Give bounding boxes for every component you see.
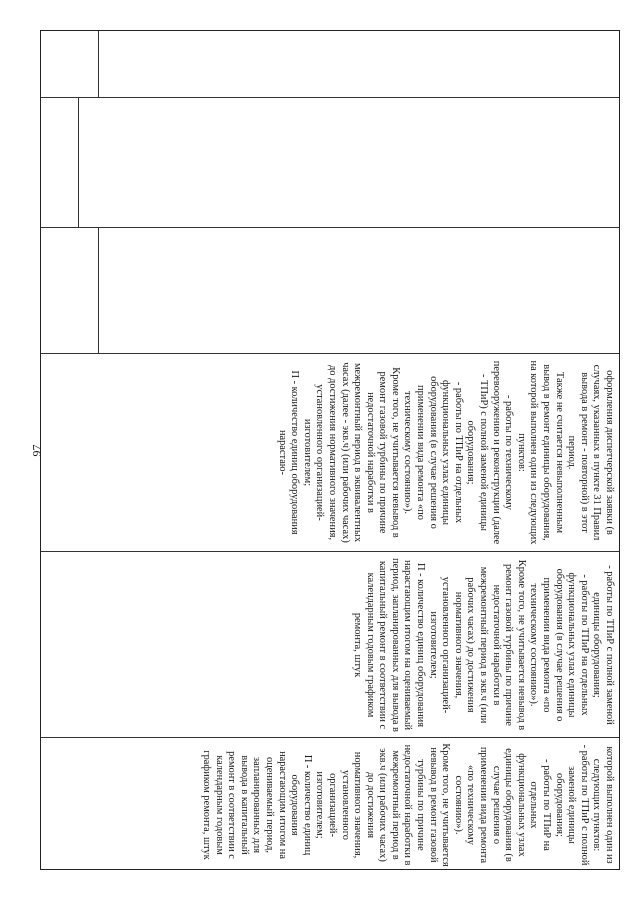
- column-divider: [41, 551, 619, 552]
- table-cell-column-a: [275, 358, 615, 547]
- column-divider: [41, 97, 619, 98]
- cell-paragraph: П - количество единиц оборудования нарастаю-: [276, 370, 301, 535]
- column-divider: [41, 353, 619, 354]
- row-divider: [78, 97, 79, 227]
- cell-paragraph: - работы по ТПиР с полной заменой единицы оборудования;: [553, 744, 590, 866]
- cell-paragraph: - работы по ТПиР с полной заменой единицы оборудования;: [591, 565, 615, 725]
- cell-paragraph: П - количество единиц оборудования нарастающим итогом на оцениваемый период, запланированных для вывода в капитальный ремонт в соответствии с календарным годовым графиком ремонта, штук: [201, 750, 313, 860]
- row-divider: [98, 31, 99, 97]
- cell-paragraph: которой выполнен один из следующих пунктов:: [591, 746, 615, 864]
- cell-paragraph: оформления диспетчерской заявки (в случаях, указанных в пункте 31 Правил вывода в ремонт - повторной) в этот период.: [566, 364, 615, 541]
- page-number: 97: [29, 444, 44, 457]
- cell-paragraph: П - количество единиц оборудования нарастающим итогом на оцениваемый период, запланированных для вывода в капитальный ремонт в соответствии с календарным годовым графиком ремонта, штук: [352, 558, 427, 732]
- cell-paragraph: Кроме того, не учитывается невывод в ремонт газовой турбины по причине недостаточной наработки в межремонтный период в экв.ч (или рабочих часах) до достижения нормативного значения, установленного организацией-изготовителем;: [314, 743, 452, 867]
- cell-paragraph: Кроме того, не учитывается невывод в ремонт газовой турбины по причине недостаточной наработки в межремонтный период в эквивалентных часах (далее - экв.ч) (или рабочих часах) до достижения нормативного значения, установленного организацией-изготовителем;: [301, 362, 401, 543]
- row-divider: [98, 227, 99, 353]
- rotated-table: [40, 30, 620, 870]
- column-divider: [41, 227, 619, 228]
- cell-paragraph: Также не считается невыполненным вывод в ремонт единицы оборудования, на которой выполнен один из следующих пунктов:: [515, 360, 565, 545]
- cell-paragraph: - работы по ТПиР на отдельных функциональных узлах единицы оборудования (в случае решения о применении вида ремонта «по техническому состоянию»).: [402, 376, 464, 529]
- column-divider: [41, 737, 619, 738]
- table-cell-column-b: [351, 557, 615, 733]
- cell-paragraph: - работы по техническому перевооружению и реконструкции (далее - ТПиР) с полной заменой единицы оборудования;: [465, 360, 515, 545]
- cell-paragraph: - работы по ТПиР на отдельных функциональных узлах единицы оборудования (в случае решения о применении вида ремонта «по техническому состоянию»).: [452, 746, 553, 864]
- table-frame: [40, 30, 620, 870]
- table-cell-column-c: [199, 743, 615, 867]
- cell-paragraph: Кроме того, не учитывается невывод в ремонт газовой турбины по причине недостаточной наработки в межремонтный период в экв.ч (или рабочих часах) до достижения нормативного значения, установленного организацией-изготовителем;: [427, 559, 527, 731]
- cell-paragraph: - работы по ТПиР на отдельных функциональных узлах единицы оборудования (в случае решения о применении вида ремонта «по техническому состоянию»).: [528, 568, 590, 722]
